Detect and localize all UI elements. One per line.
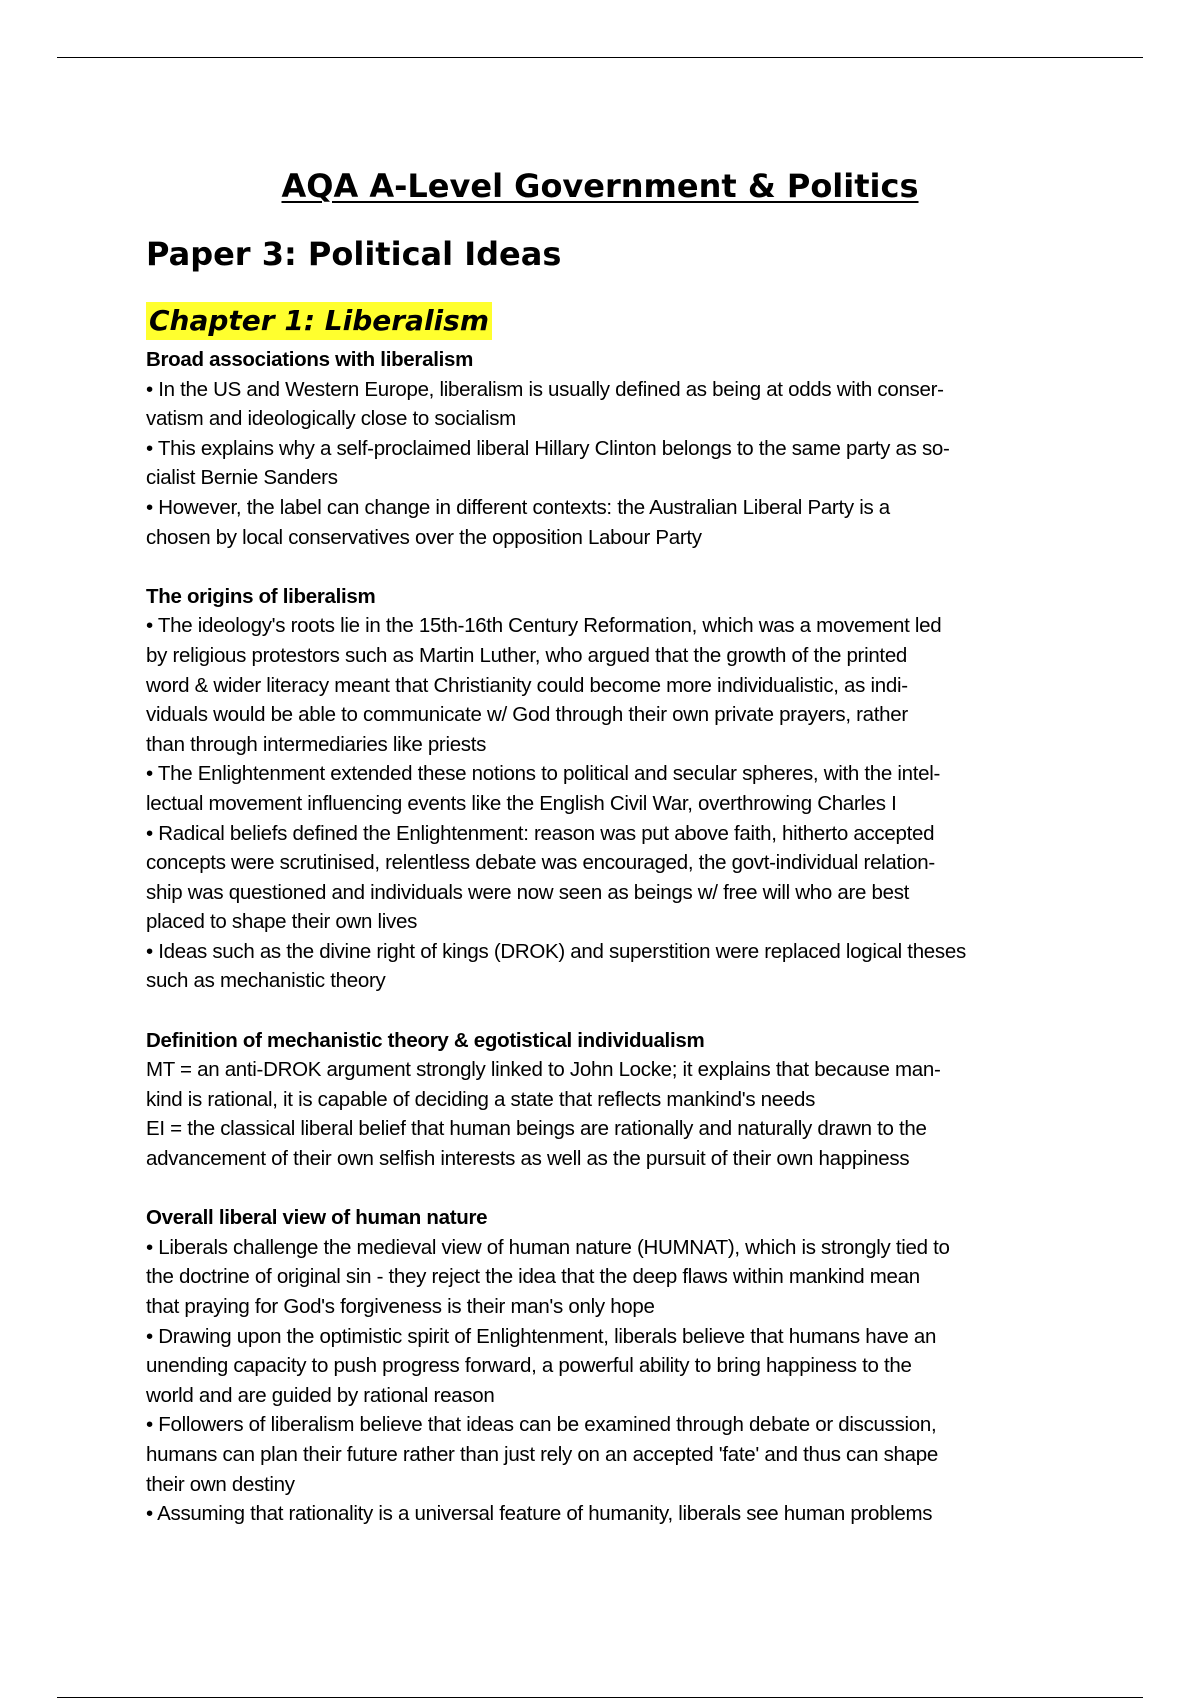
section bbox=[146, 1203, 1066, 1529]
body-line: advancement of their own selfish interests as well as the pursuit of their own happiness bbox=[146, 1147, 910, 1171]
body-line: word & wider literacy meant that Christianity could become more individualistic, as indi- bbox=[146, 673, 908, 697]
body-line: • The Enlightenment extended these notions to political and secular spheres, with the intel- bbox=[146, 762, 941, 786]
body-line: by religious protestors such as Martin Luther, who argued that the growth of the printed bbox=[146, 643, 908, 667]
body-line: chosen by local conservatives over the opposition Labour Party bbox=[146, 525, 702, 549]
body-line: placed to shape their own lives bbox=[146, 910, 418, 934]
body-line: • Drawing upon the optimistic spirit of Enlightenment, liberals believe that humans have an bbox=[146, 1324, 937, 1348]
body-line: viduals would be able to communicate w/ God through their own private prayers, rather bbox=[146, 703, 908, 727]
body-line: their own destiny bbox=[146, 1472, 295, 1496]
paper-title: Paper 3: Political Ideas bbox=[146, 235, 562, 273]
body-line: world and are guided by rational reason bbox=[146, 1383, 495, 1407]
body-line: the doctrine of original sin - they reject the idea that the deep flaws within mankind mean bbox=[146, 1265, 920, 1289]
body-line: than through intermediaries like priests bbox=[146, 732, 487, 756]
body-line: humans can plan their future rather than just rely on an accepted 'fate' and thus can shape bbox=[146, 1442, 938, 1466]
body-line: kind is rational, it is capable of deciding a state that reflects mankind's needs bbox=[146, 1087, 816, 1111]
document-title: AQA A-Level Government & Politics bbox=[281, 167, 919, 205]
section-heading: Definition of mechanistic theory & egotistical individualism bbox=[146, 1028, 705, 1052]
section bbox=[146, 345, 1066, 552]
body-line: • Followers of liberalism believe that ideas can be examined through debate or discussion, bbox=[146, 1413, 937, 1437]
body-line: lectual movement influencing events like the English Civil War, overthrowing Charles I bbox=[146, 791, 897, 815]
body-line: • Radical beliefs defined the Enlightenment: reason was put above faith, hitherto accepted bbox=[146, 821, 935, 845]
section-heading: Overall liberal view of human nature bbox=[146, 1206, 488, 1230]
body-line: EI = the classical liberal belief that human beings are rationally and naturally drawn to the bbox=[146, 1117, 927, 1141]
body-line: unending capacity to push progress forward, a powerful ability to bring happiness to the bbox=[146, 1354, 912, 1378]
body-line: such as mechanistic theory bbox=[146, 969, 386, 993]
body-line: ship was questioned and individuals were now seen as beings w/ free will who are best bbox=[146, 880, 910, 904]
section-heading: Broad associations with liberalism bbox=[146, 348, 474, 371]
body-line: MT = an anti-DROK argument strongly linked to John Locke; it explains that because man- bbox=[146, 1058, 941, 1082]
body-line: • Liberals challenge the medieval view of human nature (HUMNAT), which is strongly tied to bbox=[146, 1235, 950, 1259]
section bbox=[146, 582, 1066, 996]
chapter-title: Chapter 1: Liberalism bbox=[146, 302, 492, 340]
section-heading: The origins of liberalism bbox=[146, 584, 376, 608]
footer-rule bbox=[57, 1697, 1143, 1698]
body-line: • In the US and Western Europe, liberalism is usually defined as being at odds with conser- bbox=[146, 377, 944, 401]
header-rule bbox=[57, 57, 1143, 58]
body-line: • However, the label can change in different contexts: the Australian Liberal Party is a bbox=[146, 495, 890, 519]
body-line: cialist Bernie Sanders bbox=[146, 466, 338, 490]
body-line: that praying for God's forgiveness is their man's only hope bbox=[146, 1295, 655, 1318]
body-line: • The ideology's roots lie in the 15th-16th Century Reformation, which was a movement led bbox=[146, 614, 942, 638]
document-body bbox=[146, 345, 1066, 1558]
body-line: • Ideas such as the divine right of kings (DROK) and superstition were replaced logical theses bbox=[146, 939, 966, 963]
section bbox=[146, 1026, 1066, 1174]
body-line: vatism and ideologically close to socialism bbox=[146, 407, 516, 431]
body-line: • This explains why a self-proclaimed liberal Hillary Clinton belongs to the same party as so- bbox=[146, 436, 950, 460]
body-line: • Assuming that rationality is a universal feature of humanity, liberals see human problems bbox=[146, 1502, 933, 1526]
body-line: concepts were scrutinised, relentless debate was encouraged, the govt-individual relation- bbox=[146, 851, 935, 875]
